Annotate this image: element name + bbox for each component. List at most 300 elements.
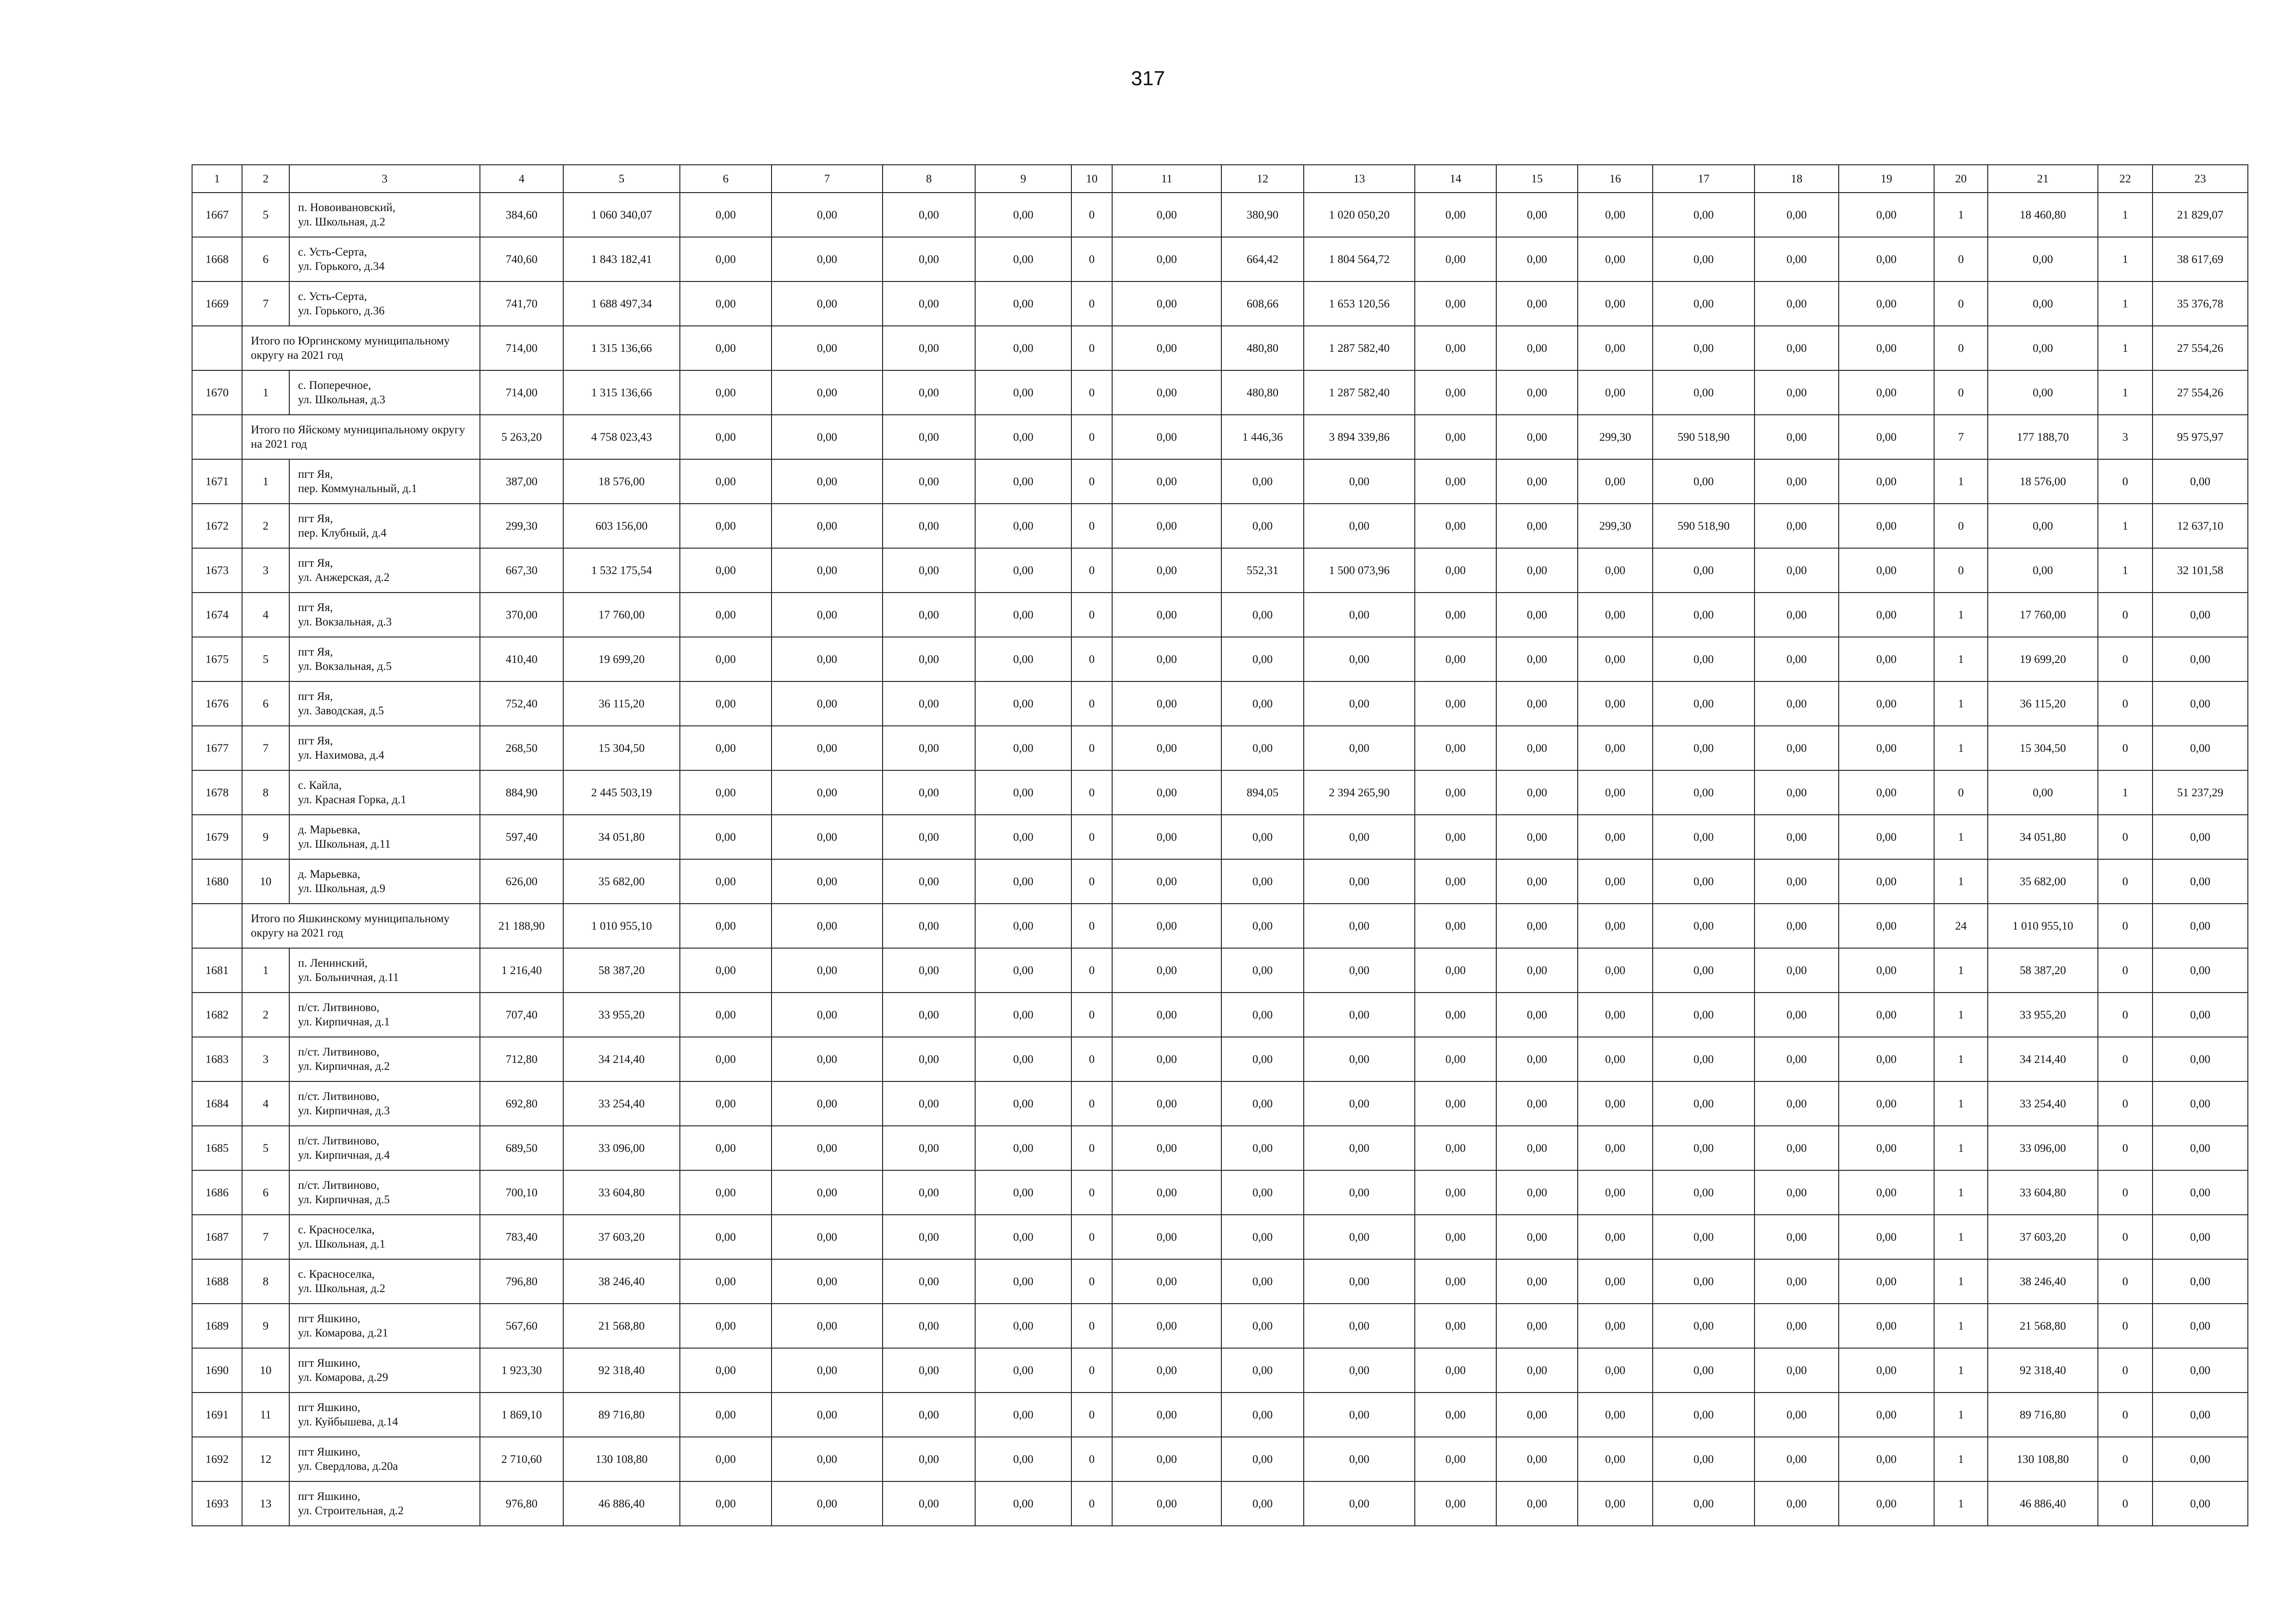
value-cell: 0,00 <box>1415 237 1496 281</box>
value-cell: 0,00 <box>1221 1437 1304 1481</box>
table-row <box>192 1215 2248 1259</box>
value-cell: 0,00 <box>883 1259 975 1304</box>
value-cell: 0,00 <box>1112 948 1221 993</box>
address-locality: пгт Яшкино, <box>298 1490 361 1503</box>
address-locality: пгт Яя, <box>298 601 333 614</box>
value-cell: 0,00 <box>1496 993 1578 1037</box>
value-cell: 1 <box>2098 237 2153 281</box>
row-index: 4 <box>242 593 289 637</box>
value-cell: 0,00 <box>883 637 975 681</box>
value-cell: 0,00 <box>1112 1348 1221 1393</box>
value-cell: 0,00 <box>680 1126 772 1170</box>
value-cell: 0,00 <box>1496 459 1578 504</box>
value-cell: 18 576,00 <box>563 459 680 504</box>
value-cell: 0,00 <box>1653 815 1755 859</box>
address-locality: д. Марьевка, <box>298 824 361 836</box>
value-cell: 0,00 <box>883 726 975 770</box>
value-cell: 0,00 <box>680 948 772 993</box>
value-cell: 0,00 <box>2153 637 2248 681</box>
value-cell: 33 955,20 <box>563 993 680 1037</box>
address-cell <box>289 1304 480 1348</box>
address-locality: п. Новоивановский, <box>298 201 396 214</box>
value-cell: 1 010 955,10 <box>563 904 680 948</box>
value-cell: 0,00 <box>883 1081 975 1126</box>
value-cell: 0,00 <box>1839 1126 1934 1170</box>
value-cell: 1 843 182,41 <box>563 237 680 281</box>
address-cell <box>289 770 480 815</box>
value-cell: 0,00 <box>1839 681 1934 726</box>
value-cell: 740,60 <box>480 237 563 281</box>
value-cell: 0,00 <box>1653 237 1755 281</box>
value-cell: 3 894 339,86 <box>1304 415 1415 459</box>
value-cell: 0,00 <box>1221 859 1304 904</box>
address-locality: п/ст. Литвиново, <box>298 1046 380 1058</box>
row-index: 1 <box>242 948 289 993</box>
value-cell: 741,70 <box>480 281 563 326</box>
value-cell: 0,00 <box>1112 681 1221 726</box>
value-cell: 1 <box>1934 1081 1988 1126</box>
value-cell: 46 886,40 <box>563 1481 680 1526</box>
value-cell: 0,00 <box>772 770 883 815</box>
value-cell: 0,00 <box>1221 993 1304 1037</box>
value-cell: 0,00 <box>680 415 772 459</box>
value-cell: 0,00 <box>772 993 883 1037</box>
value-cell: 0,00 <box>1496 1304 1578 1348</box>
value-cell: 0,00 <box>772 726 883 770</box>
value-cell: 0,00 <box>1221 681 1304 726</box>
value-cell: 0,00 <box>1415 370 1496 415</box>
value-cell: 19 699,20 <box>1988 637 2098 681</box>
value-cell: 0,00 <box>772 859 883 904</box>
value-cell: 0,00 <box>1221 1037 1304 1081</box>
value-cell: 0 <box>1071 637 1112 681</box>
value-cell: 0,00 <box>1415 681 1496 726</box>
row-index: 9 <box>242 815 289 859</box>
value-cell: 0,00 <box>1578 237 1653 281</box>
value-cell: 24 <box>1934 904 1988 948</box>
value-cell: 21 829,07 <box>2153 193 2248 237</box>
value-cell: 0,00 <box>1755 770 1839 815</box>
value-cell: 0,00 <box>2153 593 2248 637</box>
value-cell: 0,00 <box>1112 1081 1221 1126</box>
total-row <box>192 415 2248 459</box>
row-number: 1678 <box>192 770 242 815</box>
value-cell: 0 <box>1071 904 1112 948</box>
value-cell: 1 <box>1934 1304 1988 1348</box>
address-street: ул. Кирпичная, д.2 <box>298 1060 390 1073</box>
value-cell: 0,00 <box>772 1437 883 1481</box>
value-cell: 0,00 <box>1755 1215 1839 1259</box>
value-cell: 299,30 <box>1578 504 1653 548</box>
value-cell: 0,00 <box>1112 504 1221 548</box>
value-cell: 0,00 <box>1653 993 1755 1037</box>
address-street: ул. Школьная, д.2 <box>298 216 386 228</box>
column-header: 6 <box>680 165 772 193</box>
value-cell: 752,40 <box>480 681 563 726</box>
value-cell: 95 975,97 <box>2153 415 2248 459</box>
value-cell: 35 682,00 <box>1988 859 2098 904</box>
value-cell: 0,00 <box>680 904 772 948</box>
value-cell: 34 051,80 <box>1988 815 2098 859</box>
value-cell: 0,00 <box>1112 1304 1221 1348</box>
value-cell: 0,00 <box>1653 1259 1755 1304</box>
value-cell: 0,00 <box>1755 1348 1839 1393</box>
value-cell: 0,00 <box>975 1481 1071 1526</box>
address-street: ул. Красная Горка, д.1 <box>298 793 407 806</box>
value-cell: 0,00 <box>1221 1304 1304 1348</box>
value-cell: 0,00 <box>1578 815 1653 859</box>
value-cell: 0,00 <box>883 815 975 859</box>
value-cell: 7 <box>1934 415 1988 459</box>
table-row <box>192 1037 2248 1081</box>
value-cell: 1 <box>1934 815 1988 859</box>
value-cell: 33 096,00 <box>1988 1126 2098 1170</box>
value-cell: 0,00 <box>772 815 883 859</box>
value-cell: 0,00 <box>883 281 975 326</box>
value-cell: 0,00 <box>883 1170 975 1215</box>
column-header: 5 <box>563 165 680 193</box>
table-row <box>192 1170 2248 1215</box>
value-cell: 0,00 <box>1415 1126 1496 1170</box>
value-cell: 27 554,26 <box>2153 370 2248 415</box>
value-cell: 0,00 <box>2153 948 2248 993</box>
value-cell: 0,00 <box>1415 637 1496 681</box>
column-header: 9 <box>975 165 1071 193</box>
column-header: 3 <box>289 165 480 193</box>
address-street: ул. Кирпичная, д.3 <box>298 1105 390 1117</box>
value-cell: 1 <box>2098 770 2153 815</box>
value-cell: 0,00 <box>975 1081 1071 1126</box>
value-cell: 0,00 <box>1496 548 1578 593</box>
value-cell: 0,00 <box>772 193 883 237</box>
value-cell: 34 214,40 <box>1988 1037 2098 1081</box>
value-cell: 0 <box>2098 726 2153 770</box>
value-cell: 0 <box>2098 1437 2153 1481</box>
value-cell: 0,00 <box>1221 1126 1304 1170</box>
value-cell: 0,00 <box>1496 326 1578 370</box>
value-cell: 0,00 <box>772 1481 883 1526</box>
value-cell: 0 <box>2098 859 2153 904</box>
value-cell: 380,90 <box>1221 193 1304 237</box>
value-cell: 0,00 <box>1839 548 1934 593</box>
value-cell: 0,00 <box>680 637 772 681</box>
value-cell: 0,00 <box>1496 1437 1578 1481</box>
address-cell <box>289 1215 480 1259</box>
table-row <box>192 193 2248 237</box>
value-cell: 0,00 <box>1496 726 1578 770</box>
value-cell: 0,00 <box>1112 1215 1221 1259</box>
value-cell: 0,00 <box>883 193 975 237</box>
value-cell: 0,00 <box>772 1393 883 1437</box>
address-street: ул. Горького, д.36 <box>298 305 385 317</box>
value-cell: 0 <box>1071 1126 1112 1170</box>
value-cell: 21 568,80 <box>563 1304 680 1348</box>
address-street: пер. Клубный, д.4 <box>298 527 387 539</box>
value-cell: 0,00 <box>1653 370 1755 415</box>
value-cell: 707,40 <box>480 993 563 1037</box>
address-locality: п/ст. Литвиново, <box>298 1135 380 1147</box>
value-cell: 0,00 <box>1496 1170 1578 1215</box>
value-cell: 33 604,80 <box>1988 1170 2098 1215</box>
value-cell: 0,00 <box>1221 1348 1304 1393</box>
row-index: 10 <box>242 859 289 904</box>
value-cell: 0,00 <box>1839 1393 1934 1437</box>
value-cell: 0,00 <box>883 770 975 815</box>
value-cell: 0,00 <box>1112 726 1221 770</box>
address-cell <box>289 948 480 993</box>
address-street: ул. Строительная, д.2 <box>298 1505 404 1517</box>
value-cell: 0,00 <box>1839 1304 1934 1348</box>
value-cell: 130 108,80 <box>1988 1437 2098 1481</box>
address-street: ул. Школьная, д.1 <box>298 1238 386 1250</box>
value-cell: 34 214,40 <box>563 1037 680 1081</box>
address-cell <box>289 681 480 726</box>
row-number: 1684 <box>192 1081 242 1126</box>
value-cell: 0,00 <box>1578 1393 1653 1437</box>
row-number-cell <box>192 415 242 459</box>
value-cell: 0,00 <box>883 504 975 548</box>
value-cell: 0 <box>2098 681 2153 726</box>
table-row <box>192 859 2248 904</box>
value-cell: 0,00 <box>1653 1081 1755 1126</box>
value-cell: 0,00 <box>1839 504 1934 548</box>
value-cell: 0,00 <box>883 593 975 637</box>
value-cell: 884,90 <box>480 770 563 815</box>
table-row <box>192 504 2248 548</box>
value-cell: 608,66 <box>1221 281 1304 326</box>
value-cell: 0,00 <box>1755 415 1839 459</box>
value-cell: 1 <box>1934 593 1988 637</box>
value-cell: 0,00 <box>1496 237 1578 281</box>
value-cell: 15 304,50 <box>563 726 680 770</box>
value-cell: 1 <box>1934 1348 1988 1393</box>
value-cell: 0,00 <box>772 904 883 948</box>
value-cell: 0,00 <box>883 1481 975 1526</box>
value-cell: 0,00 <box>1839 1037 1934 1081</box>
address-street: ул. Куйбышева, д.14 <box>298 1416 398 1428</box>
value-cell: 0,00 <box>1304 504 1415 548</box>
value-cell: 36 115,20 <box>1988 681 2098 726</box>
row-number: 1672 <box>192 504 242 548</box>
value-cell: 976,80 <box>480 1481 563 1526</box>
value-cell: 0,00 <box>1496 281 1578 326</box>
value-cell: 0,00 <box>1304 1393 1415 1437</box>
value-cell: 0,00 <box>1839 1170 1934 1215</box>
page-number: 317 <box>1131 67 1165 90</box>
value-cell: 0,00 <box>1221 593 1304 637</box>
value-cell: 0,00 <box>2153 726 2248 770</box>
value-cell: 0,00 <box>680 1215 772 1259</box>
total-label: Итого по Яйскому муниципальному округу на 2021 год <box>242 415 480 459</box>
value-cell: 714,00 <box>480 370 563 415</box>
value-cell: 0,00 <box>1221 1481 1304 1526</box>
column-header: 12 <box>1221 165 1304 193</box>
value-cell: 0,00 <box>883 1437 975 1481</box>
value-cell: 1 869,10 <box>480 1393 563 1437</box>
value-cell: 33 604,80 <box>563 1170 680 1215</box>
value-cell: 0,00 <box>975 1393 1071 1437</box>
value-cell: 0,00 <box>1304 459 1415 504</box>
value-cell: 0,00 <box>1578 459 1653 504</box>
value-cell: 0,00 <box>1496 815 1578 859</box>
value-cell: 0,00 <box>1839 1348 1934 1393</box>
value-cell: 0,00 <box>2153 1437 2248 1481</box>
value-cell: 0,00 <box>1755 1170 1839 1215</box>
value-cell: 0,00 <box>1496 859 1578 904</box>
value-cell: 0,00 <box>975 548 1071 593</box>
address-cell <box>289 993 480 1037</box>
row-index: 11 <box>242 1393 289 1437</box>
value-cell: 0,00 <box>883 326 975 370</box>
value-cell: 0,00 <box>1578 1037 1653 1081</box>
row-index: 6 <box>242 1170 289 1215</box>
value-cell: 410,40 <box>480 637 563 681</box>
value-cell: 0,00 <box>1755 904 1839 948</box>
value-cell: 0,00 <box>1839 726 1934 770</box>
value-cell: 0,00 <box>1839 593 1934 637</box>
value-cell: 0,00 <box>1755 948 1839 993</box>
value-cell: 0,00 <box>1578 1304 1653 1348</box>
value-cell: 0,00 <box>883 859 975 904</box>
value-cell: 0,00 <box>1578 1437 1653 1481</box>
address-locality: пгт Яя, <box>298 646 333 658</box>
value-cell: 0,00 <box>1112 237 1221 281</box>
value-cell: 1 <box>1934 1170 1988 1215</box>
value-cell: 0,00 <box>1839 815 1934 859</box>
address-cell <box>289 1081 480 1126</box>
value-cell: 38 246,40 <box>1988 1259 2098 1304</box>
value-cell: 0,00 <box>680 459 772 504</box>
value-cell: 0,00 <box>1578 1259 1653 1304</box>
value-cell: 0,00 <box>1304 815 1415 859</box>
value-cell: 0,00 <box>1653 1126 1755 1170</box>
value-cell: 1 <box>2098 370 2153 415</box>
row-number: 1690 <box>192 1348 242 1393</box>
value-cell: 0,00 <box>1653 193 1755 237</box>
value-cell: 0,00 <box>975 281 1071 326</box>
value-cell: 0,00 <box>1112 326 1221 370</box>
value-cell: 712,80 <box>480 1037 563 1081</box>
value-cell: 590 518,90 <box>1653 504 1755 548</box>
address-street: ул. Школьная, д.11 <box>298 838 391 850</box>
value-cell: 664,42 <box>1221 237 1304 281</box>
value-cell: 0,00 <box>975 193 1071 237</box>
row-number: 1671 <box>192 459 242 504</box>
value-cell: 0,00 <box>772 326 883 370</box>
row-index: 8 <box>242 770 289 815</box>
value-cell: 0,00 <box>1496 904 1578 948</box>
table-row <box>192 459 2248 504</box>
value-cell: 0,00 <box>1988 504 2098 548</box>
value-cell: 0,00 <box>680 237 772 281</box>
address-cell <box>289 281 480 326</box>
address-street: ул. Кирпичная, д.5 <box>298 1193 390 1206</box>
address-locality: пгт Яшкино, <box>298 1401 361 1414</box>
value-cell: 0,00 <box>1304 1437 1415 1481</box>
row-number: 1686 <box>192 1170 242 1215</box>
value-cell: 0,00 <box>1304 1259 1415 1304</box>
value-cell: 0,00 <box>975 1304 1071 1348</box>
value-cell: 35 376,78 <box>2153 281 2248 326</box>
address-street: ул. Больничная, д.11 <box>298 971 399 984</box>
row-number: 1676 <box>192 681 242 726</box>
column-header: 10 <box>1071 165 1112 193</box>
address-locality: пгт Яя, <box>298 468 333 481</box>
column-header: 2 <box>242 165 289 193</box>
value-cell: 0,00 <box>1839 1215 1934 1259</box>
value-cell: 0 <box>2098 904 2153 948</box>
value-cell: 0 <box>1071 281 1112 326</box>
value-cell: 480,80 <box>1221 326 1304 370</box>
value-cell: 0,00 <box>1304 1037 1415 1081</box>
value-cell: 552,31 <box>1221 548 1304 593</box>
table-row <box>192 637 2248 681</box>
column-header: 16 <box>1578 165 1653 193</box>
row-index: 5 <box>242 193 289 237</box>
data-table <box>192 164 2248 1526</box>
value-cell: 0 <box>1071 859 1112 904</box>
value-cell: 0,00 <box>1755 726 1839 770</box>
address-locality: пгт Яя, <box>298 557 333 569</box>
address-cell <box>289 1126 480 1170</box>
row-index: 13 <box>242 1481 289 1526</box>
value-cell: 17 760,00 <box>1988 593 2098 637</box>
total-row <box>192 904 2248 948</box>
value-cell: 0,00 <box>1755 681 1839 726</box>
value-cell: 0,00 <box>680 859 772 904</box>
value-cell: 0,00 <box>772 504 883 548</box>
value-cell: 0,00 <box>1653 770 1755 815</box>
table-row <box>192 1348 2248 1393</box>
value-cell: 0,00 <box>1755 637 1839 681</box>
value-cell: 0,00 <box>1839 237 1934 281</box>
value-cell: 0,00 <box>1415 815 1496 859</box>
row-index: 2 <box>242 504 289 548</box>
value-cell: 0,00 <box>1653 326 1755 370</box>
address-cell <box>289 1037 480 1081</box>
value-cell: 0,00 <box>975 504 1071 548</box>
value-cell: 1 446,36 <box>1221 415 1304 459</box>
column-header: 20 <box>1934 165 1988 193</box>
row-number: 1677 <box>192 726 242 770</box>
address-cell <box>289 637 480 681</box>
value-cell: 0,00 <box>772 593 883 637</box>
value-cell: 0,00 <box>1755 459 1839 504</box>
value-cell: 0,00 <box>2153 1037 2248 1081</box>
value-cell: 58 387,20 <box>563 948 680 993</box>
value-cell: 689,50 <box>480 1126 563 1170</box>
value-cell: 0,00 <box>1304 948 1415 993</box>
value-cell: 2 445 503,19 <box>563 770 680 815</box>
value-cell: 0 <box>1071 548 1112 593</box>
value-cell: 0,00 <box>1415 1215 1496 1259</box>
value-cell: 0 <box>2098 993 2153 1037</box>
address-street: ул. Свердлова, д.20а <box>298 1460 398 1473</box>
row-number: 1685 <box>192 1126 242 1170</box>
value-cell: 1 <box>1934 859 1988 904</box>
address-street: ул. Кирпичная, д.4 <box>298 1149 390 1162</box>
value-cell: 0,00 <box>1496 593 1578 637</box>
value-cell: 0,00 <box>1112 548 1221 593</box>
table-row <box>192 237 2248 281</box>
value-cell: 1 <box>2098 193 2153 237</box>
column-header: 11 <box>1112 165 1221 193</box>
value-cell: 0,00 <box>1988 281 2098 326</box>
value-cell: 0,00 <box>1304 1304 1415 1348</box>
value-cell: 0,00 <box>1988 237 2098 281</box>
column-header: 19 <box>1839 165 1934 193</box>
value-cell: 1 <box>1934 459 1988 504</box>
